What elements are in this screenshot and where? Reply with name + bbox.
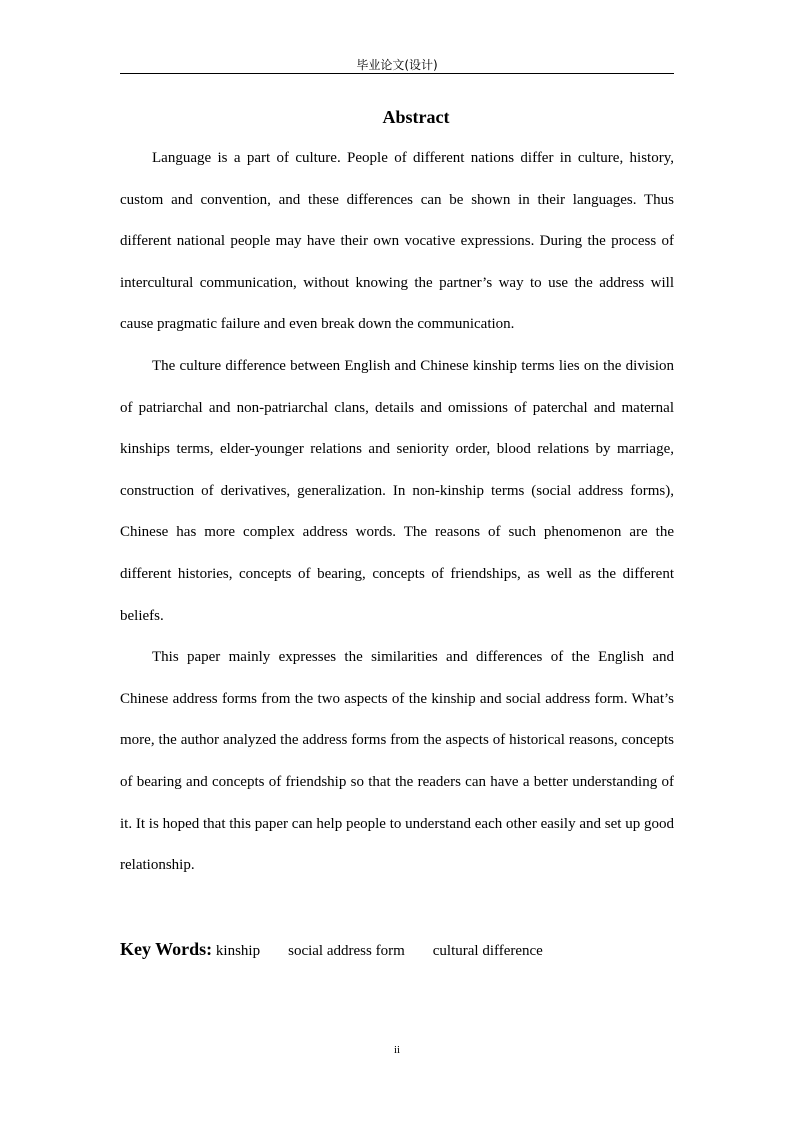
abstract-title: Abstract	[382, 107, 450, 127]
abstract-body	[120, 138, 674, 887]
abstract-paragraph-2: The culture difference between English and Chinese kinship terms lies on the division of patriarchal and non-patriarchal clans, details and omissions of paterchal and maternal kinships terms, elder-younger relations and seniority order, blood relations by marriage, construction of derivatives, generalization. In non-kinship terms (social address forms), Chinese has more complex address words. The reasons of such phenomenon are the different histories, concepts of bearing, concepts of friendships, as well as the different beliefs.	[120, 357, 674, 624]
page-number: ii	[393, 1044, 401, 1056]
keyword-item: kinship	[215, 943, 261, 959]
keyword-item: social address form	[288, 943, 405, 959]
keywords-line	[120, 936, 674, 964]
abstract-paragraph-3: This paper mainly expresses the similarities and differences of the English and Chinese address forms from the two aspects of the kinship and social address form. What’s more, the author analyzed the address forms from the aspects of historical reasons, concepts of bearing and concepts of friendship so that the readers can have a better understanding of it. It is hoped that this paper can help people to understand each other easily and set up good relationship.	[120, 649, 674, 874]
running-header: 毕业论文(设计)	[356, 58, 438, 72]
abstract-paragraph-1: Language is a part of culture. People of different nations differ in culture, history, custom and convention, and these differences can be shown in their languages. Thus different national people may have their own vocative expressions. During the process of intercultural communication, without knowing the partner’s way to use the address will cause pragmatic failure and even break down the communication.	[120, 150, 674, 333]
keyword-item: cultural difference	[432, 943, 543, 959]
header-divider	[120, 73, 674, 74]
keywords-label: Key Words:	[120, 939, 213, 959]
